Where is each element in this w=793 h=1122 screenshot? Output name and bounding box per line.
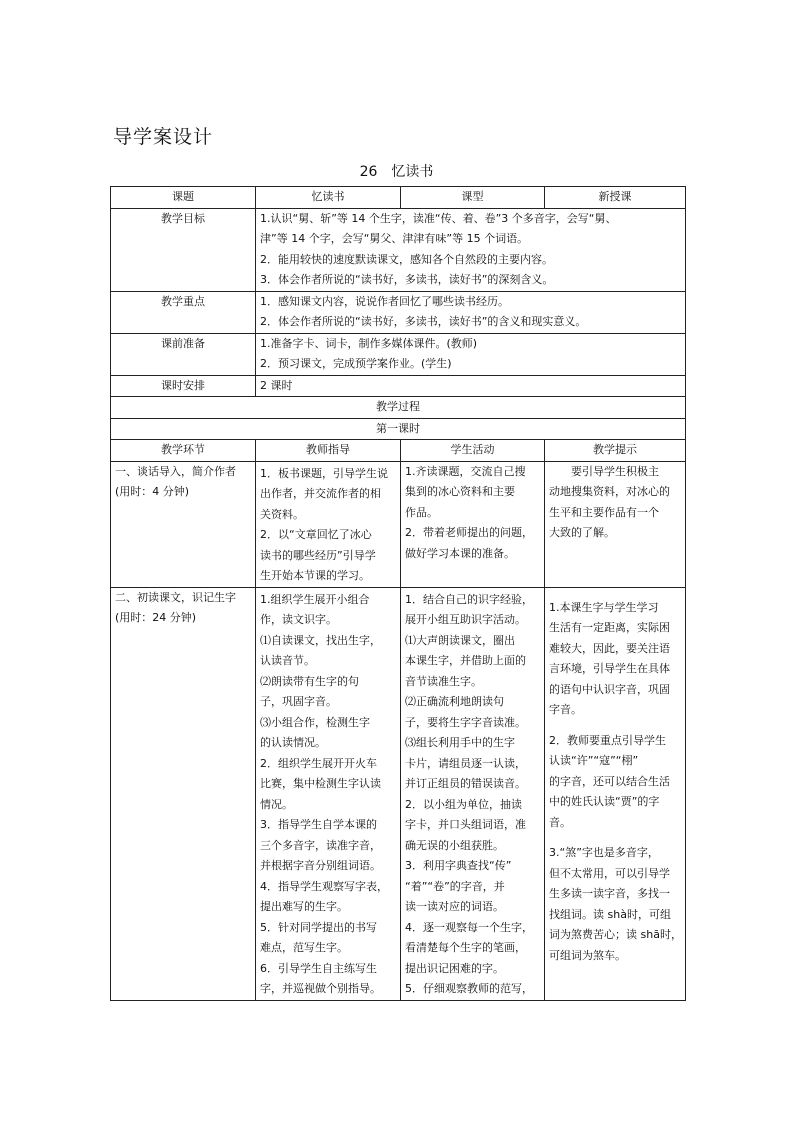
step-name-cell <box>111 461 256 587</box>
teaching-hint <box>545 587 686 1000</box>
goals-content <box>256 208 686 291</box>
student-line: 作品。 <box>405 505 438 519</box>
goals-line: 1.认识“舅、斩”等 14 个生字，读准“传、着、卷”3 个多音字，会写“舅、 <box>260 211 617 225</box>
student-line: 做好学习本课的准备。 <box>405 546 515 560</box>
teacher-line: 子，巩固字音。 <box>260 695 337 708</box>
teacher-line: 4．指导学生观察写字表， <box>260 879 388 893</box>
hint-line: 找组词。读 shà时，可组 <box>549 907 671 921</box>
type-label: 课型 <box>401 187 545 209</box>
hint-line: 1.本课生字与学生学习 <box>549 600 659 614</box>
column-header: 学生活动 <box>401 440 545 462</box>
column-header: 教师指导 <box>256 440 401 462</box>
schedule-row <box>111 375 686 397</box>
hint-line: 生平和主要作品有一个 <box>549 505 659 519</box>
goals-row <box>111 208 686 291</box>
hint-line: 的字音，还可以结合生活 <box>549 774 670 788</box>
step-row <box>111 587 686 1000</box>
prep-line: 2．预习课文，完成预学案作业。(学生) <box>260 357 452 370</box>
teacher-line: 的认读情况。 <box>260 736 326 749</box>
teacher-guidance <box>256 461 401 587</box>
subject-label: 课题 <box>111 187 256 209</box>
hint-line: 要引导学生积极主 <box>571 464 659 478</box>
student-line: 并订正组员的错误读音。 <box>405 777 526 790</box>
student-line: 字卡，并口头组词语，准 <box>405 818 526 831</box>
teacher-line: 读书的哪些经历”引导学 <box>260 548 376 562</box>
student-activity <box>401 587 545 1000</box>
key-points-content <box>256 291 686 333</box>
hint-line: 认读“许”“寇”“栩” <box>549 754 639 767</box>
teacher-line: 2．组织学生展开开火车 <box>260 756 377 770</box>
hint-line: 3.“煞”字也是多音字， <box>549 846 659 859</box>
hint-line: 音。 <box>549 815 571 829</box>
teacher-line: 6．引导学生自主练写生 <box>260 961 377 975</box>
student-line: 看清楚每个生字的笔画， <box>405 941 526 954</box>
student-line: 卡片，请组员逐一认读， <box>405 756 526 770</box>
lesson-number: 26 <box>359 164 378 180</box>
schedule-value: 2 课时 <box>256 375 686 397</box>
student-line: 提出识记困难的字。 <box>405 961 504 975</box>
teacher-line: 关资料。 <box>260 507 304 521</box>
teacher-line: 出作者，并交流作者的相 <box>260 487 381 500</box>
step-time: (用时：24 分钟) <box>115 611 197 624</box>
subject-value: 忆读书 <box>256 187 401 209</box>
student-line: 本课生字，并借助上面的 <box>405 654 526 667</box>
hint-line: 的语句中认识字音，巩固 <box>549 682 670 696</box>
header-row <box>111 187 686 209</box>
student-line: 4．逐一观察每一个生字， <box>405 920 533 934</box>
type-value: 新授课 <box>545 187 686 209</box>
goals-line: 津”等 14 个字，会写“舅父、津津有味”等 15 个词语。 <box>260 232 529 245</box>
prep-label: 课前准备 <box>111 333 256 375</box>
student-line: 音节读准生字。 <box>405 674 482 688</box>
student-line: 1.齐读课题，交流自己搜 <box>405 464 526 478</box>
hint-line: 言环境，引导学生在具体 <box>549 662 670 675</box>
period-title: 第一课时 <box>111 418 686 440</box>
teacher-line: 提出难写的生字。 <box>260 900 348 913</box>
process-title-row <box>111 397 686 419</box>
student-line: 5．仔细观察教师的范写， <box>405 982 533 995</box>
teacher-line: 难点，范写生字。 <box>260 941 348 954</box>
hint-line: 但不太常用，可以引导学 <box>549 866 670 880</box>
teacher-line: 情况。 <box>260 797 293 811</box>
step-time: (用时：4 分钟) <box>115 485 190 498</box>
teacher-line: 生开始本节课的学习。 <box>260 569 370 582</box>
student-line: ⑴大声朗读课文，圈出 <box>405 633 515 647</box>
schedule-label: 课时安排 <box>111 375 256 397</box>
teacher-line: ⑴自读课文，找出生字， <box>260 633 381 647</box>
teacher-line: ⑵朗读带有生字的句 <box>260 674 359 688</box>
student-line: 2．带着老师提出的问题， <box>405 526 533 539</box>
step-name: 二、初读课文，识记生字 <box>115 590 236 604</box>
student-line: “着”“卷”的字音，并 <box>405 879 505 893</box>
teacher-line: 作，读文识字。 <box>260 613 337 626</box>
step-row <box>111 461 686 587</box>
hint-line: 大致的了解。 <box>549 526 615 539</box>
teacher-line: 2．以“文章回忆了冰心 <box>260 528 372 541</box>
column-header: 教学环节 <box>111 440 256 462</box>
student-line: 集到的冰心资料和主要 <box>405 485 515 498</box>
hint-line: 字音。 <box>549 703 582 716</box>
lesson-plan-table <box>110 186 686 1001</box>
student-line: 子，要将生字字音读准。 <box>405 715 526 729</box>
hint-line: 难较大，因此，要关注语 <box>549 641 670 655</box>
hint-line: 生活有一定距离，实际困 <box>549 621 670 634</box>
student-line: 2．以小组为单位，抽读 <box>405 797 522 811</box>
step-name-cell <box>111 587 256 1000</box>
student-line: ⑶组长利用手中的生字 <box>405 736 515 749</box>
prep-row <box>111 333 686 375</box>
student-line: 展开小组互助识字活动。 <box>405 613 526 626</box>
goals-label: 教学目标 <box>111 208 256 291</box>
teacher-guidance <box>256 587 401 1000</box>
teacher-line: 5．针对同学提出的书写 <box>260 920 377 934</box>
student-line: 确无误的小组获胜。 <box>405 838 504 852</box>
teacher-line: 3．指导学生自学本课的 <box>260 818 377 831</box>
key-point-line: 1．感知课文内容，说说作者回忆了哪些读书经历。 <box>260 294 509 308</box>
teacher-line: 三个多音字，读准字音， <box>260 838 381 852</box>
lesson-name: 忆读书 <box>391 164 434 180</box>
student-line: 3．利用字典查找“传” <box>405 859 512 872</box>
student-line: 1．结合自己的识字经验， <box>405 592 533 606</box>
teacher-line: 1.组织学生展开小组合 <box>260 592 370 606</box>
student-activity <box>401 461 545 587</box>
teacher-line: 1．板书课题，引导学生说 <box>260 466 388 480</box>
hint-line: 2．教师要重点引导学生 <box>549 733 666 747</box>
hint-line: 中的姓氏认读“贾”的字 <box>549 795 660 808</box>
column-header: 教学提示 <box>545 440 686 462</box>
key-points-label: 教学重点 <box>111 291 256 333</box>
teacher-line: 认读音节。 <box>260 654 315 667</box>
teaching-hint <box>545 461 686 587</box>
student-line: 读一读对应的词语。 <box>405 900 504 913</box>
hint-line: 可组词为煞车。 <box>549 948 626 962</box>
hint-line: 词为煞费苦心；读 shā时， <box>549 928 682 941</box>
prep-line: 1.准备字卡、词卡，制作多媒体课件。(教师) <box>260 336 478 350</box>
document-title: 导学案设计 <box>113 126 214 148</box>
process-title: 教学过程 <box>111 397 686 419</box>
teacher-line: 并根据字音分别组词语。 <box>260 859 381 872</box>
key-points-row <box>111 291 686 333</box>
goals-line: 2．能用较快的速度默读课文，感知各个自然段的主要内容。 <box>260 252 553 266</box>
teacher-line: 比赛，集中检测生字认读 <box>260 777 381 790</box>
goals-line: 3．体会作者所说的“读书好，多读书，读好书”的深刻含义。 <box>260 273 554 286</box>
period-title-row <box>111 418 686 440</box>
hint-line: 生多读一读字音，多找一 <box>549 887 670 900</box>
lesson-title <box>0 161 793 181</box>
step-name: 一、谈话导入，简介作者 <box>115 464 236 478</box>
column-header-row <box>111 440 686 462</box>
prep-content <box>256 333 686 375</box>
key-point-line: 2．体会作者所说的“读书好，多读书，读好书”的含义和现实意义。 <box>260 315 587 328</box>
teacher-line: ⑶小组合作，检测生字 <box>260 715 370 729</box>
hint-line: 动地搜集资料，对冰心的 <box>549 485 670 498</box>
teacher-line: 字，并巡视做个别指导。 <box>260 982 381 995</box>
student-line: ⑵正确流利地朗读句 <box>405 695 504 708</box>
